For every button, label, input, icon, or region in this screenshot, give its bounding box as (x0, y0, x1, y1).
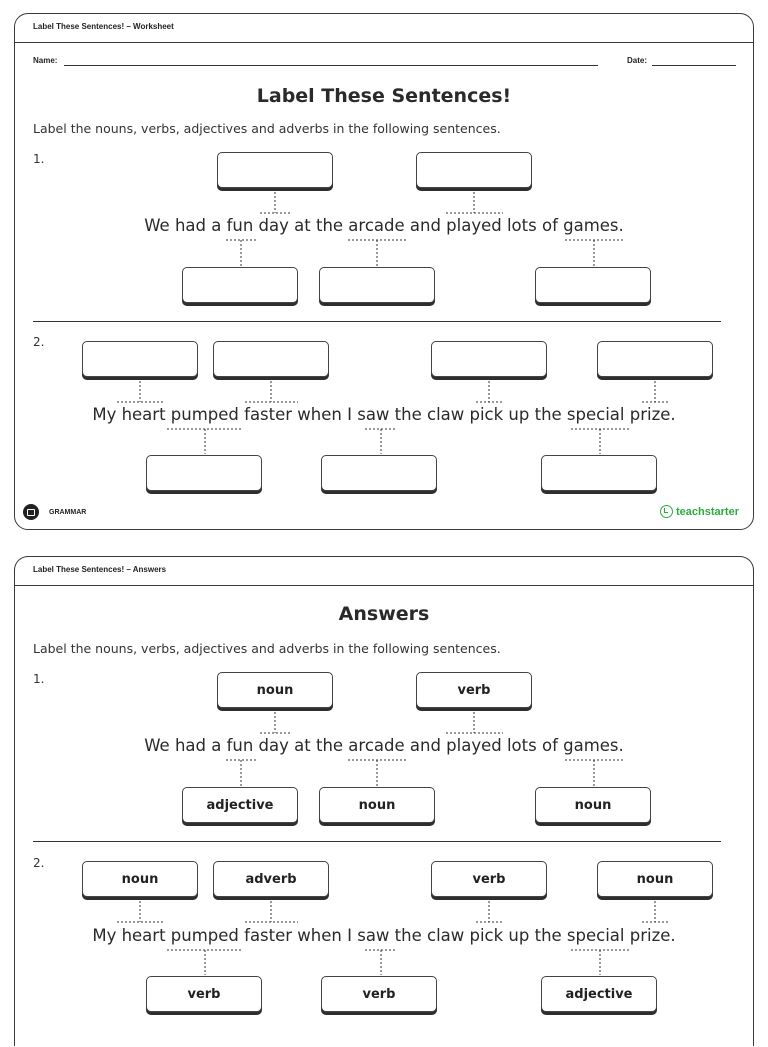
q2-label-box-2[interactable] (213, 341, 329, 377)
q2-answer-box-6: verb (321, 976, 437, 1012)
q2-label-box-3[interactable] (431, 341, 547, 377)
worksheet-header-title: Label These Sentences! – Worksheet (33, 22, 174, 31)
q1-label-box-2[interactable] (416, 152, 532, 188)
q2-answer-box-3: verb (431, 861, 547, 897)
question-2-number: 2. (33, 335, 45, 349)
question-1-sentence: We had a fun day at the arcade and played lots of games. (144, 216, 624, 235)
q2-label-box-1[interactable] (82, 341, 198, 377)
q1-label-box-3[interactable] (182, 267, 298, 303)
q2-label-box-6[interactable] (321, 455, 437, 491)
question-1-number: 1. (33, 152, 45, 166)
grammar-icon (23, 504, 39, 520)
q1-answer-box-2: verb (416, 672, 532, 708)
answers-divider (33, 841, 721, 842)
answers-header (15, 557, 753, 586)
teachstarter-logo (660, 505, 739, 518)
worksheet-instruction: Label the nouns, verbs, adjectives and adverbs in the following sentences. (33, 121, 501, 136)
question-divider (33, 321, 721, 322)
q2-answer-box-1: noun (82, 861, 198, 897)
answers-instruction: Label the nouns, verbs, adjectives and adverbs in the following sentences. (33, 641, 501, 656)
q1-label-box-5[interactable] (535, 267, 651, 303)
answers-page (14, 556, 754, 1046)
worksheet-title: Label These Sentences! (256, 85, 512, 107)
q1-label-box-4[interactable] (319, 267, 435, 303)
worksheet-header (15, 14, 753, 43)
answer-1-number: 1. (33, 672, 45, 686)
name-field[interactable] (64, 65, 598, 66)
q2-label-box-7[interactable] (541, 455, 657, 491)
q1-answer-box-5: noun (535, 787, 651, 823)
date-field[interactable] (652, 65, 736, 66)
answer-2-number: 2. (33, 856, 45, 870)
q2-answer-box-2: adverb (213, 861, 329, 897)
answer-1-sentence: We had a fun day at the arcade and played lots of games. (144, 736, 624, 755)
question-2-sentence: My heart pumped faster when I saw the claw pick up the special prize. (92, 405, 676, 424)
teachstarter-wordmark: teachstarter (676, 505, 739, 518)
q1-answer-box-1: noun (217, 672, 333, 708)
q2-label-box-4[interactable] (597, 341, 713, 377)
q1-answer-box-3: adjective (182, 787, 298, 823)
name-label: Name: (33, 56, 58, 65)
answers-header-title: Label These Sentences! – Answers (33, 565, 167, 574)
q1-label-box-1[interactable] (217, 152, 333, 188)
q2-label-box-5[interactable] (146, 455, 262, 491)
date-label: Date: (627, 56, 648, 65)
q1-answer-box-4: noun (319, 787, 435, 823)
footer-grammar-label: GRAMMAR (49, 509, 87, 516)
worksheet-page (14, 13, 754, 530)
teachstarter-icon (660, 505, 673, 518)
answer-2-sentence: My heart pumped faster when I saw the claw pick up the special prize. (92, 926, 676, 945)
q2-answer-box-7: adjective (541, 976, 657, 1012)
q2-answer-box-4: noun (597, 861, 713, 897)
answers-title: Answers (338, 603, 430, 625)
q2-answer-box-5: verb (146, 976, 262, 1012)
